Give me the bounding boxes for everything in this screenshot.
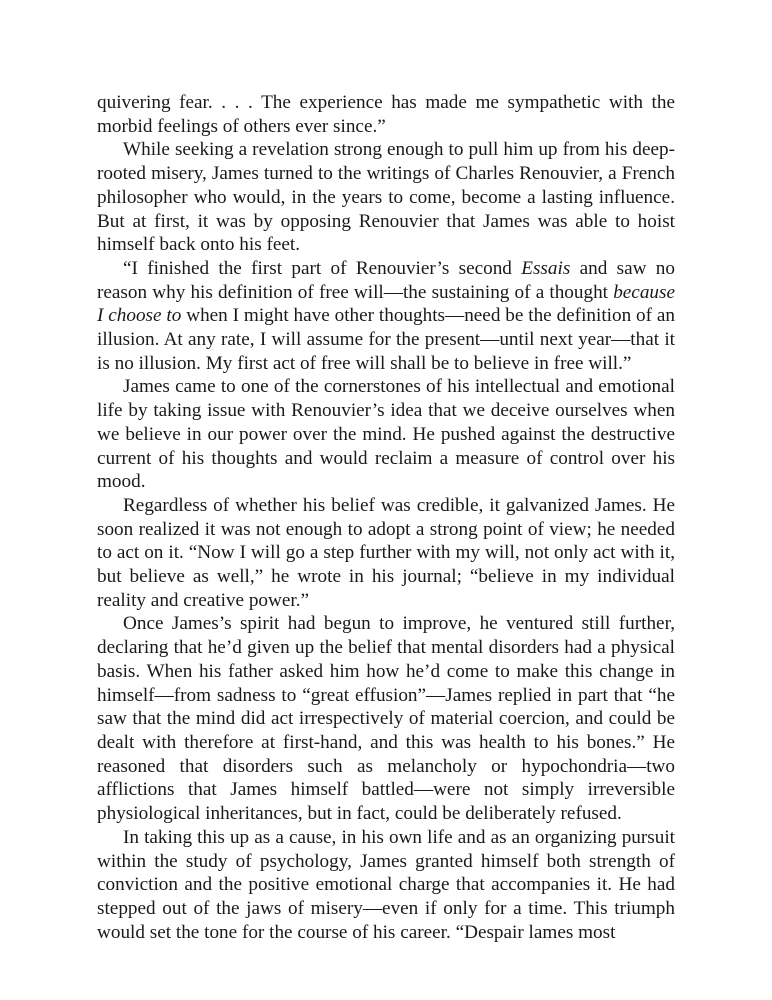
paragraph [97, 138, 675, 257]
italic-title: Essais [521, 257, 571, 279]
text-run: While seeking a revelation strong enough to pull him up from his deep-rooted misery, James turned to the writings of Charles Renouvier, a French philosopher who would, in the years to come, become a lasting influence. But at first, it was by opposing Renouvier that James was able to hoist himself back onto his feet. [97, 139, 675, 256]
text-run: “I finished the first part of Renouvier’s second [123, 257, 522, 279]
text-run: James came to one of the cornerstones of his intellectual and emotional life by taking issue with Renouvier’s idea that we deceive ourselves when we believe in our power over the mind. He pushed against the destructive current of his thoughts and would reclaim a measure of control over his mood. [97, 376, 675, 493]
paragraph [97, 826, 675, 945]
paragraph [97, 612, 675, 825]
paragraph [97, 257, 675, 376]
page-body [97, 91, 675, 944]
italic-phrase: because I choose to [97, 281, 675, 327]
paragraph [97, 375, 675, 494]
text-run: Regardless of whether his belief was credible, it galvanized James. He soon realized it was not enough to adopt a strong point of view; he needed to act on it. “Now I will go a step further with my will, not only act with it, but believe as well,” he wrote in his journal; “believe in my individual reality and creative power.” [97, 494, 675, 611]
text-run: when I might have other thoughts—need be the definition of an illusion. At any rate, I will assume for the present—until next year—that it is no illusion. My first act of free will shall be to believe in free will.” [97, 305, 675, 374]
text-run: Once James’s spirit had begun to improve, he ventured still further, declaring that he’d given up the belief that mental disorders had a physical basis. When his father asked him how he’d come to make this change in himself—from sadness to “great effusion”—James replied in part that “he saw that the mind did act irrespectively of material coercion, and could be dealt with therefore at first-hand, and this was health to his bones.” He reasoned that disorders such as melancholy or hypochondria—two afflictions that James himself battled—were not simply irreversible physiological inheritances, but in fact, could be deliberately refused. [97, 613, 675, 825]
text-run: and saw no reason why his definition of free will—the sustaining of a thought [97, 257, 675, 303]
paragraph [97, 494, 675, 613]
paragraph [97, 91, 675, 138]
text-run: In taking this up as a cause, in his own life and as an organizing pursuit within the study of psychology, James granted himself both strength of conviction and the positive emotional charge that accompanies it. He had stepped out of the jaws of misery—even if only for a time. This triumph would set the tone for the course of his career. “Despair lames most [97, 826, 675, 943]
text-run: quivering fear. . . . The experience has made me sympathetic with the morbid feelings of others ever since.” [97, 92, 675, 137]
